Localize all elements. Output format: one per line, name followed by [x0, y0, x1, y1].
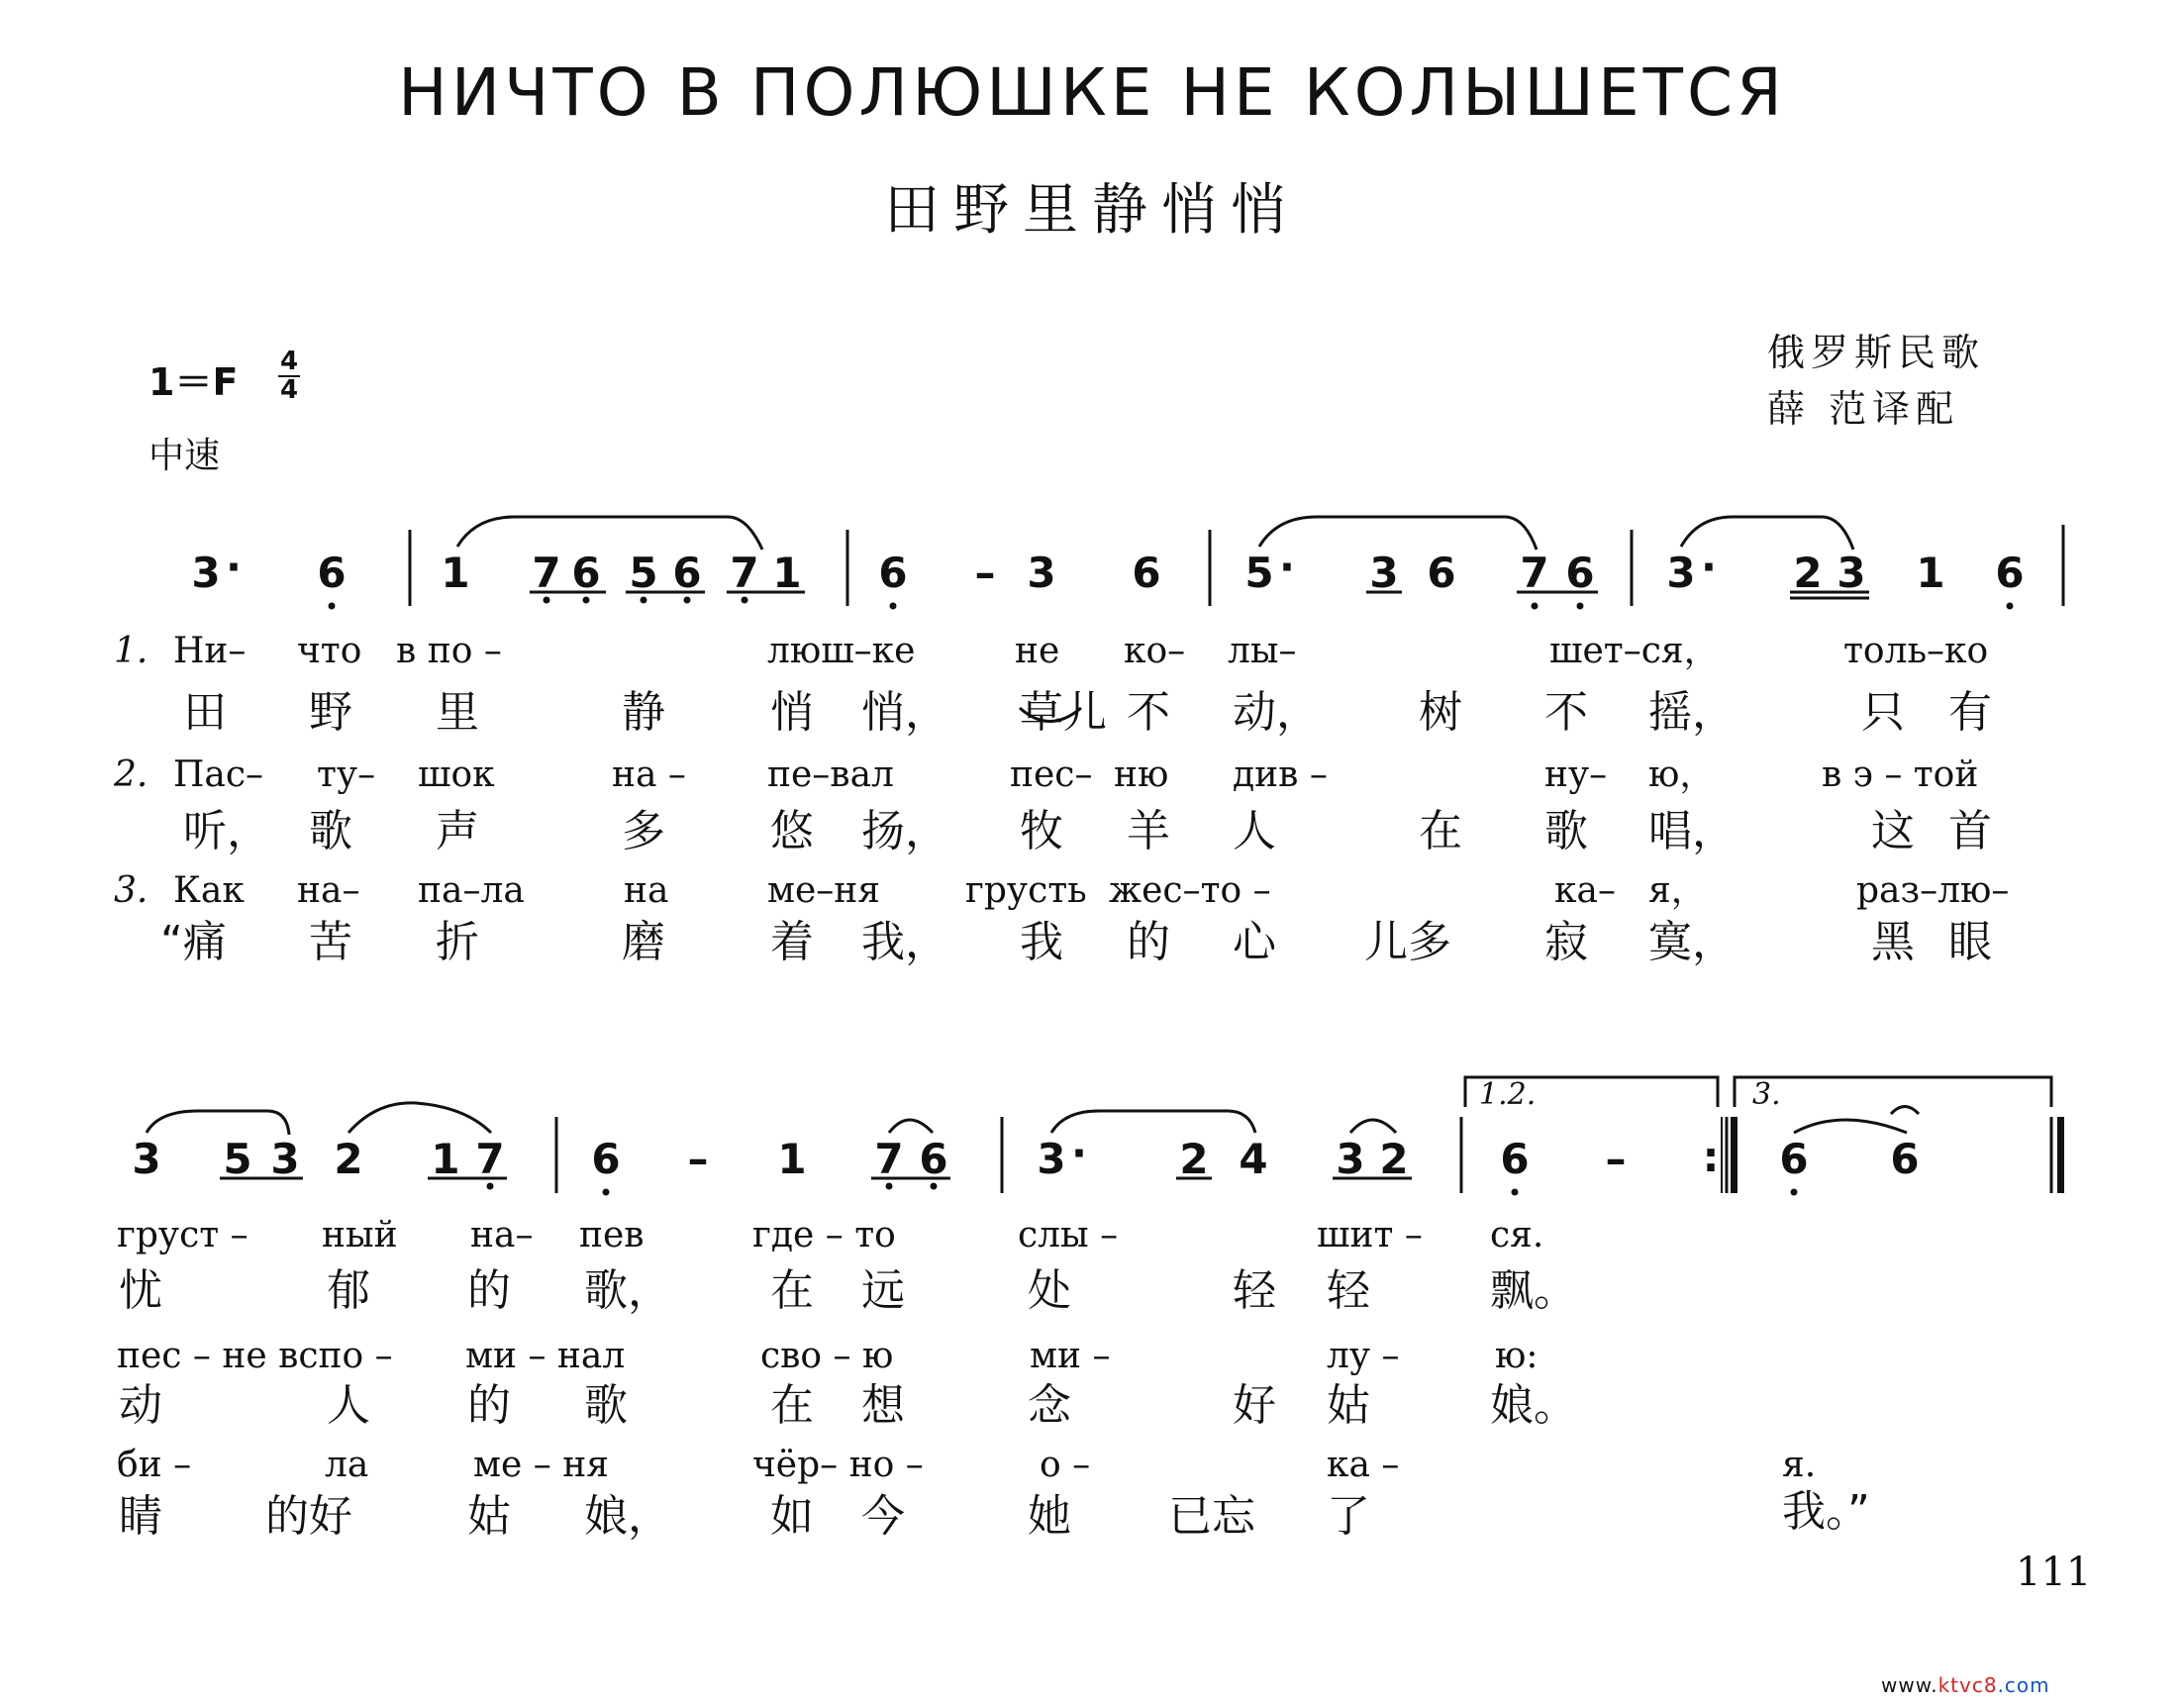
- lyric-ru: пев: [579, 1215, 645, 1255]
- note: 6: [1427, 549, 1456, 597]
- lyric-ru: ме – ня: [473, 1445, 609, 1485]
- note: 3: [1336, 1135, 1365, 1183]
- lower-octave-dot: [1791, 1189, 1798, 1196]
- lyric-zh: 黑: [1871, 917, 1915, 967]
- tempo-marking: 中速: [149, 436, 221, 476]
- augmentation-dot: ·: [1071, 1129, 1087, 1177]
- watermark-prefix: www.: [1881, 1673, 1938, 1697]
- lyric-ru: груст –: [117, 1215, 248, 1255]
- lower-octave-dot: [886, 1183, 893, 1190]
- song-title-russian: НИЧТО В ПОЛЮШКЕ НЕ КОЛЫШЕТСЯ: [398, 54, 1786, 131]
- key-signature: 1＝F: [149, 360, 239, 404]
- lyric-zh: 多: [622, 806, 665, 856]
- lyric-zh: 不: [1544, 687, 1588, 738]
- final-thick-bar: [2057, 1117, 2064, 1193]
- lyric-ru: в э – той: [1822, 754, 1979, 795]
- lyric-zh: 的: [467, 1265, 511, 1316]
- lyric-zh: 牧: [1020, 806, 1063, 856]
- lower-octave-dot: [329, 603, 336, 610]
- lyric-zh: 扬，: [861, 806, 948, 856]
- slur: [1681, 517, 1853, 550]
- watermark-site: ktvc8: [1937, 1673, 1998, 1697]
- time-signature-bottom: 4: [279, 375, 299, 405]
- note: 7: [1520, 549, 1549, 597]
- lyric-zh: 儿多: [1364, 917, 1451, 967]
- repeat-thin-bar: [1721, 1117, 1723, 1193]
- slur: [457, 517, 762, 550]
- lyric-zh: 寞，: [1648, 917, 1736, 967]
- lyric-zh: 我: [1020, 917, 1063, 967]
- note: 2: [1793, 549, 1823, 597]
- note: 2: [334, 1135, 363, 1183]
- slur: [1051, 1111, 1255, 1133]
- note: 1: [772, 549, 802, 597]
- credit-translator: 薛 范译配: [1767, 387, 1960, 431]
- lyric-ru: би –: [117, 1445, 192, 1485]
- lyric-ru: див –: [1233, 754, 1328, 795]
- lyric-ru: где – то: [752, 1215, 896, 1255]
- lyric-zh: 在: [770, 1265, 814, 1316]
- time-signature-top: 4: [279, 347, 299, 376]
- lyric-ru: пес–: [1010, 754, 1093, 795]
- lyric-zh: 动: [119, 1380, 162, 1431]
- lyric-ru: о –: [1040, 1445, 1091, 1485]
- lyric-zh: 娘，: [584, 1491, 671, 1542]
- lyric-ru: я.: [1782, 1445, 1817, 1485]
- lyric-zh: 娘。: [1490, 1380, 1577, 1431]
- lower-octave-dot: [2007, 603, 2014, 610]
- lyric-zh: 轻: [1233, 1265, 1276, 1316]
- note: 6: [591, 1135, 621, 1183]
- note: 3: [191, 549, 221, 597]
- slur: [1350, 1120, 1396, 1133]
- watermark-suffix: .com: [1997, 1673, 2050, 1697]
- lyric-ru: Пас–: [173, 754, 264, 795]
- lower-octave-dot: [742, 597, 748, 604]
- lyric-zh: 摇，: [1648, 687, 1736, 738]
- lyric-ru: на–: [470, 1215, 534, 1255]
- lyric-zh: 歌: [309, 806, 352, 856]
- lower-octave-dot: [544, 597, 550, 604]
- lyric-zh: 如: [770, 1491, 814, 1542]
- note: 7: [730, 549, 759, 597]
- lyric-zh: 田: [183, 687, 227, 738]
- lyric-zh: 远: [861, 1265, 905, 1316]
- lyric-zh: 草儿: [1020, 687, 1107, 738]
- note: 6: [1132, 549, 1161, 597]
- lyric-zh: 不: [1127, 687, 1170, 738]
- lyric-zh: 已忘: [1168, 1491, 1255, 1542]
- lyric-zh: 磨: [622, 917, 665, 967]
- lyric-zh: 里: [436, 687, 479, 738]
- volta-bracket: [1735, 1077, 2051, 1107]
- verse-number: 3.: [114, 870, 149, 911]
- lyric-zh: 歌，: [584, 1265, 671, 1316]
- page-number: 111: [2016, 1550, 2092, 1595]
- lyric-zh: 动，: [1233, 687, 1320, 738]
- lyric-ru: слы –: [1018, 1215, 1119, 1255]
- lyric-zh: 她: [1028, 1491, 1071, 1542]
- lyric-ru: ный: [322, 1215, 398, 1255]
- lyric-ru: Как: [173, 870, 245, 911]
- lyric-zh: 今: [861, 1491, 905, 1542]
- lyric-zh: 姑: [1327, 1380, 1370, 1431]
- volta-2-label: 3.: [1752, 1077, 1781, 1112]
- note: 6: [878, 549, 908, 597]
- lyric-zh: 了: [1327, 1491, 1370, 1542]
- note: 6: [672, 549, 702, 597]
- lower-octave-dot: [583, 597, 590, 604]
- lyric-ru: ко–: [1124, 631, 1186, 671]
- lyric-ru: не: [1015, 631, 1060, 671]
- lyric-ru: ми –: [1030, 1336, 1111, 1376]
- note: 3: [1027, 549, 1056, 597]
- lyric-zh: 羊: [1127, 806, 1170, 856]
- lyric-ru: лу –: [1327, 1336, 1400, 1376]
- note: 6: [317, 549, 347, 597]
- volta-1-label: 1.2.: [1479, 1077, 1537, 1112]
- lyric-zh: 念: [1028, 1380, 1071, 1431]
- lower-octave-dot: [487, 1183, 494, 1190]
- lyric-ru: пе–вал: [767, 754, 894, 795]
- lyric-ru: шит –: [1317, 1215, 1423, 1255]
- slur: [889, 1120, 933, 1133]
- slur: [1259, 517, 1537, 550]
- note: 6: [1995, 549, 2025, 597]
- note: 2: [1179, 1135, 1209, 1183]
- slur: [1020, 708, 1081, 722]
- lyric-ru: шок: [418, 754, 495, 795]
- note: 3: [1837, 549, 1866, 597]
- lyric-zh: 的好: [265, 1491, 352, 1542]
- lyric-ru: ту–: [317, 754, 376, 795]
- lyric-zh: 我。”: [1782, 1486, 1870, 1537]
- lyric-zh: 首: [1948, 806, 1992, 856]
- slur: [1794, 1120, 1907, 1133]
- note: 3: [1369, 549, 1399, 597]
- lyric-ru: в по –: [396, 631, 502, 671]
- lower-octave-dot: [931, 1183, 938, 1190]
- lyric-ru: ла: [325, 1445, 369, 1485]
- lyric-zh: 声: [436, 806, 479, 856]
- lyric-zh: 悄，: [861, 687, 948, 738]
- note: 1: [777, 1135, 807, 1183]
- volta-bracket: [1465, 1077, 1718, 1107]
- lyric-zh: 折: [436, 917, 479, 967]
- lyric-ru: ню: [1114, 754, 1169, 795]
- note: 1: [431, 1135, 460, 1183]
- lyric-zh: 歌: [1544, 806, 1588, 856]
- lyric-zh: 睛: [119, 1491, 162, 1542]
- lyric-ru: ми – нал: [465, 1336, 626, 1376]
- lower-octave-dot: [1512, 1189, 1519, 1196]
- lower-octave-dot: [603, 1189, 610, 1196]
- lyric-zh: 郁: [327, 1265, 370, 1316]
- lyric-ru: чёр– но –: [752, 1445, 924, 1485]
- lyric-ru: я，: [1648, 870, 1707, 911]
- lyric-ru: толь–ко: [1843, 631, 1989, 671]
- repeat-sign: :: [1702, 1133, 1720, 1181]
- lyric-ru: ю，: [1648, 754, 1716, 795]
- lyric-zh: 听，: [183, 806, 270, 856]
- lyric-zh: 眼: [1948, 917, 1992, 967]
- lyric-zh: 人: [1233, 806, 1276, 856]
- lyric-ru: ме–ня: [767, 870, 881, 911]
- lyric-ru: на: [624, 870, 669, 911]
- note: 7: [532, 549, 561, 597]
- lyric-zh: 苦: [309, 917, 352, 967]
- lyric-zh: 树: [1419, 687, 1462, 738]
- note: 7: [874, 1135, 904, 1183]
- note: 3: [1666, 549, 1696, 597]
- lyric-zh: 唱，: [1648, 806, 1736, 856]
- dash: –: [687, 1135, 709, 1183]
- lyric-zh: 想: [861, 1380, 905, 1431]
- lyric-zh: 着: [770, 917, 814, 967]
- lyric-zh: 寂: [1544, 917, 1588, 967]
- note: 3: [132, 1135, 161, 1183]
- credit-origin: 俄罗斯民歌: [1767, 331, 1986, 374]
- lyric-zh: 好: [1233, 1380, 1276, 1431]
- note: 6: [1500, 1135, 1530, 1183]
- note: 5: [629, 549, 658, 597]
- lower-octave-dot: [890, 603, 897, 610]
- lyric-ru: жес–то –: [1109, 870, 1271, 911]
- note: 5: [223, 1135, 252, 1183]
- lyric-zh: 的: [467, 1380, 511, 1431]
- lower-octave-dot: [1532, 603, 1539, 610]
- note: 3: [1037, 1135, 1066, 1183]
- lyric-ru: лы–: [1228, 631, 1297, 671]
- lyric-ru: ю:: [1495, 1336, 1539, 1376]
- lyric-ru: раз–лю–: [1856, 870, 2010, 911]
- note: 6: [919, 1135, 948, 1183]
- song-title-chinese: 田野里静悄悄: [884, 178, 1300, 243]
- lyric-zh: 的: [1127, 917, 1170, 967]
- lyric-ru: ка–: [1554, 870, 1616, 911]
- lower-octave-dot: [641, 597, 647, 604]
- lyric-zh: 歌: [584, 1380, 628, 1431]
- slur: [348, 1103, 491, 1133]
- lyric-zh: 悄: [770, 687, 814, 738]
- lyric-zh: 在: [1419, 806, 1462, 856]
- verse-number: 2.: [114, 754, 149, 795]
- lyric-zh: 我，: [861, 917, 948, 967]
- note: 1: [1916, 549, 1945, 597]
- note: 6: [571, 549, 601, 597]
- lyric-ru: ка –: [1327, 1445, 1400, 1485]
- lyric-zh: “痛: [160, 917, 227, 967]
- dash: –: [974, 549, 996, 597]
- note: 6: [1890, 1135, 1920, 1183]
- lyric-zh: 姑: [467, 1491, 511, 1542]
- lyric-zh: 静: [622, 687, 665, 738]
- lyric-ru: пес – не вспо –: [117, 1336, 393, 1376]
- lyric-zh: 心: [1233, 917, 1276, 967]
- lyric-zh: 忧: [119, 1265, 162, 1316]
- note: 7: [475, 1135, 505, 1183]
- note: 4: [1239, 1135, 1268, 1183]
- note: 5: [1244, 549, 1274, 597]
- note: 6: [1779, 1135, 1809, 1183]
- note: 1: [441, 549, 470, 597]
- lyric-zh: 有: [1948, 687, 1992, 738]
- note: 2: [1379, 1135, 1409, 1183]
- lyric-ru: ся.: [1490, 1215, 1544, 1255]
- lyric-ru: шет–ся，: [1549, 631, 1720, 671]
- augmentation-dot: ·: [226, 543, 242, 591]
- lower-octave-dot: [684, 597, 691, 604]
- lyric-zh: 野: [309, 687, 352, 738]
- lower-octave-dot: [1577, 603, 1584, 610]
- lyric-ru: на–: [297, 870, 360, 911]
- fermata: [1891, 1107, 1919, 1115]
- augmentation-dot: ·: [1701, 543, 1717, 591]
- lyric-zh: 悠: [770, 806, 814, 856]
- repeat-thick-bar: [1731, 1117, 1737, 1193]
- lyric-ru: сво – ю: [760, 1336, 894, 1376]
- verse-number: 1.: [114, 631, 149, 671]
- lyric-zh: 飘。: [1490, 1265, 1577, 1316]
- lyric-zh: 处: [1028, 1265, 1071, 1316]
- lyric-ru: па–ла: [418, 870, 525, 911]
- slur: [147, 1111, 289, 1135]
- lyric-ru: ну–: [1544, 754, 1608, 795]
- lyric-ru: Ни–: [173, 631, 247, 671]
- lyric-zh: 这: [1871, 806, 1915, 856]
- lyric-zh: 人: [327, 1380, 370, 1431]
- lyric-ru: люш–ке: [767, 631, 916, 671]
- lyric-zh: 只: [1861, 687, 1905, 738]
- lyric-zh: 轻: [1327, 1265, 1370, 1316]
- lyric-ru: грусть: [965, 870, 1087, 911]
- lyric-zh: 在: [770, 1380, 814, 1431]
- lyric-ru: что: [297, 631, 362, 671]
- augmentation-dot: ·: [1279, 543, 1295, 591]
- lyric-ru: на –: [612, 754, 686, 795]
- note: 6: [1565, 549, 1595, 597]
- note: 3: [270, 1135, 300, 1183]
- dash: –: [1605, 1135, 1627, 1183]
